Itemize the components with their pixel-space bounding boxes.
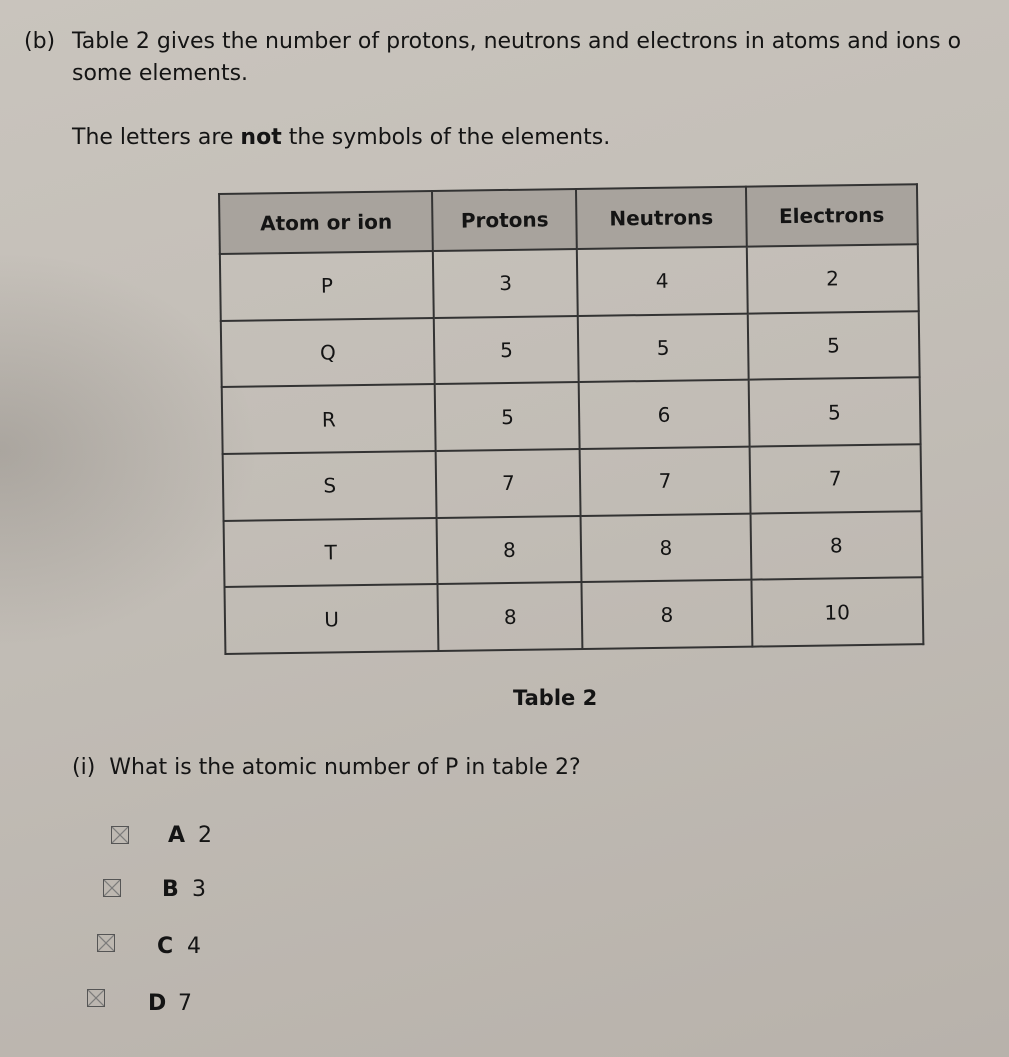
cell-electrons: 2	[746, 244, 918, 313]
table-row	[220, 244, 919, 320]
option-a-checkbox[interactable]	[111, 826, 129, 844]
cell-electrons: 5	[748, 378, 920, 447]
intro-text-line1: Table 2 gives the number of protons, neutrons and electrons in atoms and ions o	[72, 29, 962, 54]
option-d	[148, 990, 192, 1018]
cell-neutrons: 6	[579, 380, 749, 449]
part-label: (b)	[24, 29, 56, 54]
question-text: What is the atomic number of P in table 2?	[109, 755, 581, 780]
table-row	[224, 511, 923, 587]
cell-protons: 3	[433, 249, 578, 318]
cell-electrons: 8	[750, 511, 922, 580]
table-caption: Table 2	[513, 686, 598, 710]
header-electrons: Electrons	[746, 184, 918, 246]
note-pre: The letters are	[72, 125, 241, 150]
header-neutrons: Neutrons	[576, 187, 746, 249]
cell-atom: T	[224, 518, 438, 588]
cell-electrons: 5	[747, 311, 919, 380]
cell-protons: 8	[437, 516, 582, 585]
option-value: 4	[187, 934, 201, 959]
question-number: (i)	[72, 755, 96, 780]
cell-atom: R	[222, 384, 436, 454]
cell-electrons: 7	[749, 444, 921, 513]
cell-neutrons: 8	[582, 580, 752, 649]
cell-electrons: 10	[751, 577, 923, 646]
cell-protons: 7	[436, 449, 581, 518]
cell-neutrons: 4	[577, 247, 747, 316]
option-letter: B	[162, 877, 179, 902]
option-value: 7	[178, 991, 192, 1016]
note-bold: not	[240, 125, 282, 150]
table-header-row	[219, 184, 918, 254]
option-letter: C	[157, 934, 174, 959]
option-c-checkbox[interactable]	[97, 934, 115, 952]
header-protons: Protons	[432, 189, 577, 251]
table-row	[221, 311, 920, 387]
note-post: the symbols of the elements.	[281, 125, 611, 150]
cell-atom: S	[223, 451, 437, 521]
option-b-checkbox[interactable]	[103, 879, 121, 897]
data-table-container	[218, 183, 924, 655]
header-atom-or-ion: Atom or ion	[219, 191, 433, 254]
option-b	[162, 876, 206, 904]
table-row	[225, 577, 924, 653]
option-c	[157, 933, 201, 961]
cell-protons: 8	[438, 582, 583, 651]
cell-neutrons: 5	[578, 313, 748, 382]
option-value: 2	[198, 823, 212, 848]
option-letter: A	[168, 823, 186, 848]
note-text	[72, 124, 610, 152]
option-a	[168, 822, 212, 850]
cell-protons: 5	[434, 316, 579, 385]
cell-protons: 5	[435, 382, 580, 451]
cell-neutrons: 7	[580, 447, 750, 516]
intro-text-line2: some elements.	[72, 61, 249, 86]
cell-atom: U	[225, 584, 439, 654]
option-letter: D	[148, 991, 167, 1016]
cell-atom: P	[220, 251, 434, 321]
table-row	[222, 378, 921, 454]
cell-atom: Q	[221, 318, 435, 388]
table-row	[223, 444, 922, 520]
data-table	[218, 183, 924, 655]
cell-neutrons: 8	[581, 513, 751, 582]
question	[72, 754, 581, 782]
option-value: 3	[192, 877, 206, 902]
option-d-checkbox[interactable]	[87, 989, 105, 1007]
